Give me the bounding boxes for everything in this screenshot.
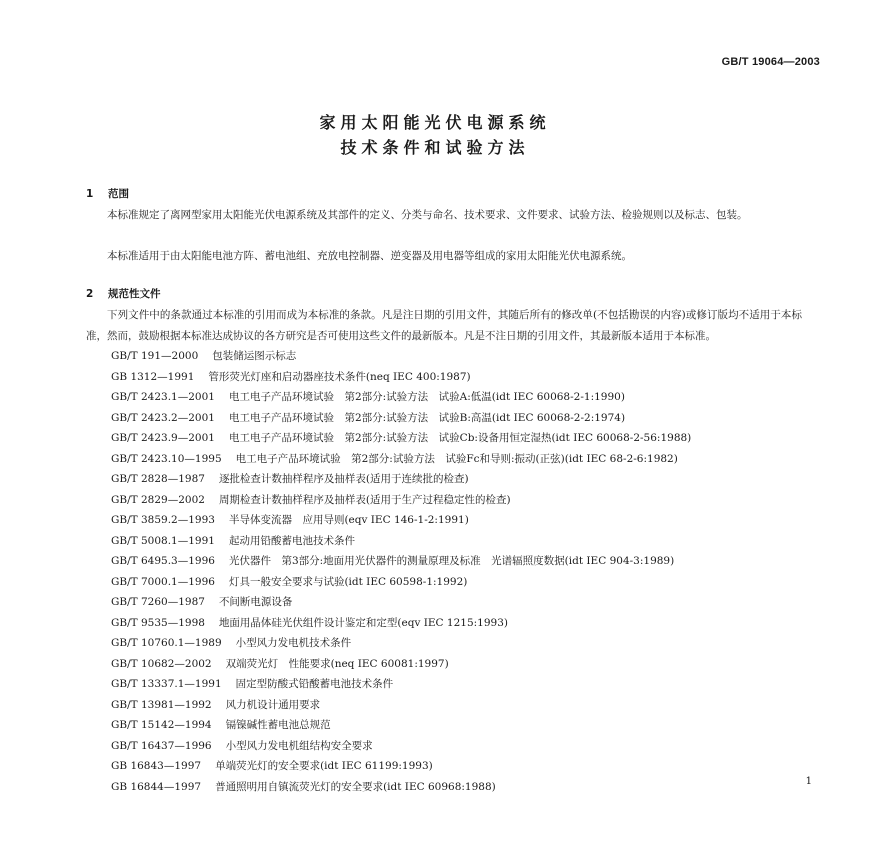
reference-code: GB/T 2828—1987 <box>111 473 205 485</box>
reference-title: 电工电子产品环境试验 第2部分:试验方法 试验Fc和导则:振动(正弦)(idt IEC 68-2-6:1982) <box>235 452 678 465</box>
reference-code: GB/T 7000.1—1996 <box>111 575 215 588</box>
section-2-paragraph-1: 下列文件中的条款通过本标准的引用而成为本标准的条款。凡是注日期的引用文件，其随后所有的修改单(不包括勘误的内容)或修订版均不适用于本标准，然而，鼓励根据本标准达成协议的各方研究是否可使用这些文件的最新版本。凡是不注日期的引用文件，其最新版本适用于本标准。 <box>86 309 802 342</box>
document-title-line2: 技术条件和试验方法 <box>340 138 530 157</box>
reference-item <box>86 572 802 593</box>
reference-item <box>86 592 802 613</box>
reference-code: GB 16843—1997 <box>111 760 202 772</box>
reference-title: 地面用晶体硅光伏组件设计鉴定和定型(eqv IEC 1215:1993) <box>218 616 508 629</box>
standard-code: GB/T 19064—2003 <box>721 56 820 68</box>
reference-title: 灯具一般安全要求与试验(idt IEC 60598-1:1992) <box>228 575 468 588</box>
reference-title: 光伏器件 第3部分:地面用光伏器件的测量原理及标准 光谱辐照度数据(idt IEC 904-3:1989) <box>228 555 675 567</box>
document-title-line1: 家用太阳能光伏电源系统 <box>319 113 551 132</box>
reference-item <box>86 408 802 429</box>
reference-item <box>86 736 802 757</box>
reference-item <box>86 367 802 388</box>
reference-item <box>86 531 802 552</box>
reference-item <box>86 715 802 736</box>
reference-code: GB/T 16437—1996 <box>111 739 212 752</box>
reference-code: GB/T 2423.1—2001 <box>111 391 215 403</box>
section-2-number: 2 <box>86 288 94 300</box>
reference-title: 电工电子产品环境试验 第2部分:试验方法 试验A:低温(idt IEC 60068-2-1:1990) <box>228 391 625 403</box>
reference-item <box>86 428 802 449</box>
reference-code: GB 1312—1991 <box>111 370 195 383</box>
reference-code: GB/T 7260—1987 <box>111 596 205 608</box>
section-1-heading <box>86 186 129 201</box>
section-1-number: 1 <box>86 188 94 200</box>
reference-title: 固定型防酸式铅酸蓄电池技术条件 <box>235 678 394 690</box>
reference-title: 半导体变流器 应用导则(eqv IEC 146-1-2:1991) <box>228 514 469 526</box>
reference-title: 小型风力发电机组结构安全要求 <box>225 739 373 752</box>
reference-code: GB 16844—1997 <box>111 780 202 793</box>
section-1-paragraph-2: 本标准适用于由太阳能电池方阵、蓄电池组、充放电控制器、逆变器及用电器等组成的家用太阳能光伏电源系统。 <box>107 250 632 262</box>
reference-item <box>86 633 802 654</box>
section-2-title: 规范性文件 <box>108 288 161 300</box>
reference-code: GB/T 191—2000 <box>111 350 199 362</box>
reference-title: 双端荧光灯 性能要求(neq IEC 60081:1997) <box>225 657 449 670</box>
reference-code: GB/T 2423.2—2001 <box>111 411 215 424</box>
section-1-paragraph-1: 本标准规定了离网型家用太阳能光伏电源系统及其部件的定义、分类与命名、技术要求、文件要求、试验方法、检验规则以及标志、包装。 <box>107 209 748 221</box>
reference-item <box>86 777 802 798</box>
reference-code: GB/T 9535—1998 <box>111 616 205 629</box>
reference-item <box>86 387 802 408</box>
reference-title: 风力机设计通用要求 <box>225 698 321 711</box>
reference-item <box>86 613 802 634</box>
reference-title: 电工电子产品环境试验 第2部分:试验方法 试验Cb:设备用恒定湿热(idt IEC 60068-2-56:1988) <box>228 432 692 444</box>
reference-code: GB/T 10760.1—1989 <box>111 637 222 649</box>
reference-item <box>86 346 802 367</box>
reference-title: 普通照明用自镇流荧光灯的安全要求(idt IEC 60968:1988) <box>215 780 496 793</box>
reference-item <box>86 490 802 511</box>
reference-code: GB/T 2829—2002 <box>111 493 205 506</box>
reference-item <box>86 449 802 470</box>
reference-title: 周期检查计数抽样程序及抽样表(适用于生产过程稳定性的检查) <box>218 493 511 506</box>
reference-code: GB/T 10682—2002 <box>111 657 212 670</box>
reference-code: GB/T 6495.3—1996 <box>111 555 215 567</box>
reference-item <box>86 510 802 531</box>
reference-code: GB/T 2423.10—1995 <box>111 452 222 465</box>
reference-item <box>86 674 802 695</box>
reference-code: GB/T 5008.1—1991 <box>111 534 215 547</box>
reference-code: GB/T 3859.2—1993 <box>111 514 215 526</box>
reference-code: GB/T 2423.9—2001 <box>111 432 215 444</box>
page-number: 1 <box>805 776 812 787</box>
reference-title: 不间断电源设备 <box>218 596 293 608</box>
reference-title: 逐批检查计数抽样程序及抽样表(适用于连续批的检查) <box>218 473 469 485</box>
reference-item <box>86 654 802 675</box>
section-2-heading <box>86 286 161 301</box>
reference-title: 镉镍碱性蓄电池总规范 <box>225 719 331 731</box>
reference-item <box>86 695 802 716</box>
section-1-title: 范围 <box>108 188 129 200</box>
reference-title: 包装储运图示标志 <box>212 350 297 362</box>
reference-code: GB/T 15142—1994 <box>111 719 212 731</box>
reference-code: GB/T 13337.1—1991 <box>111 678 222 690</box>
reference-title: 电工电子产品环境试验 第2部分:试验方法 试验B:高温(idt IEC 60068-2-2:1974) <box>228 411 626 424</box>
reference-code: GB/T 13981—1992 <box>111 698 212 711</box>
reference-title: 小型风力发电机技术条件 <box>235 637 352 649</box>
reference-title: 起动用铅酸蓄电池技术条件 <box>228 534 355 547</box>
reference-item <box>86 469 802 490</box>
reference-title: 管形荧光灯座和启动器座技术条件(neq IEC 400:1987) <box>208 370 471 383</box>
reference-item <box>86 551 802 572</box>
reference-item <box>86 756 802 777</box>
reference-title: 单端荧光灯的安全要求(idt IEC 61199:1993) <box>215 760 433 772</box>
